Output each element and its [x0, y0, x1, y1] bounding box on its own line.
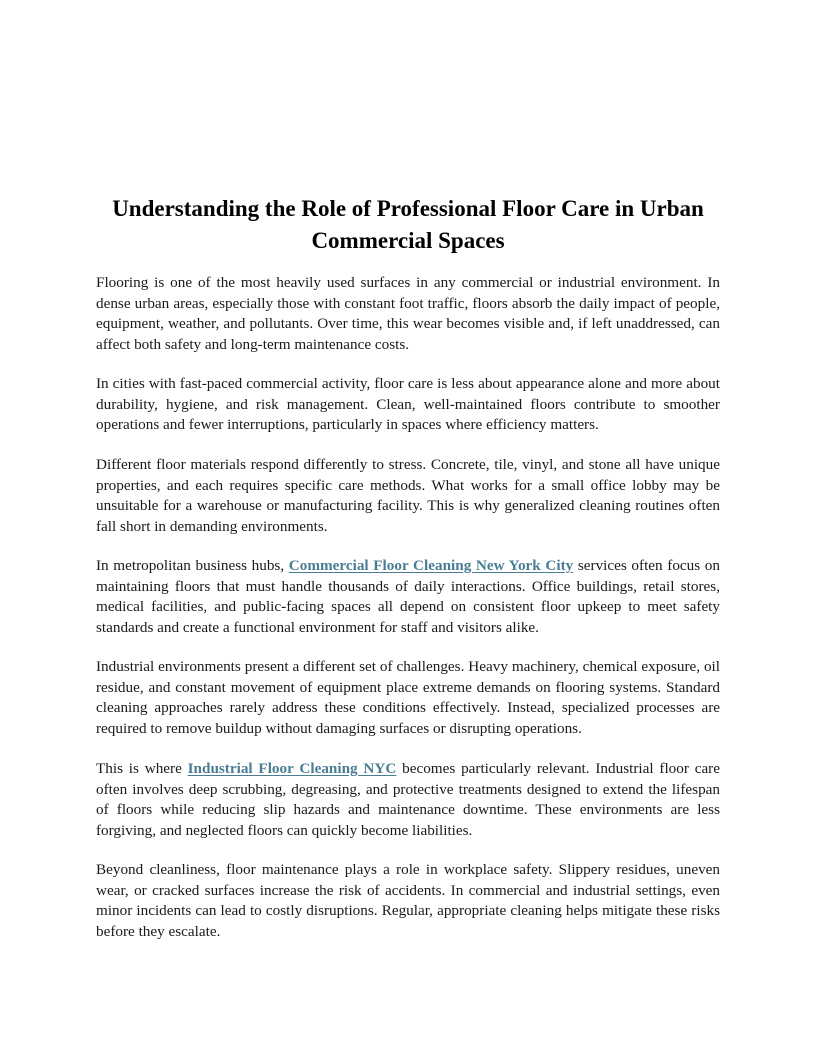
paragraph-6 [96, 759, 720, 841]
paragraph-6-text-after: becomes particularly relevant. Industrial floor care often involves deep scrubbing, degreasing, and protective treatments designed to extend the lifespan of floors while reducing slip hazards and maintenance downtime. These environments are less forgiving, and neglected floors can quickly become liabilities. [96, 760, 720, 839]
commercial-floor-cleaning-link[interactable]: Commercial Floor Cleaning New York City [288, 557, 574, 574]
document-page [96, 193, 720, 940]
paragraph-4-text-before: In metropolitan business hubs, [96, 557, 289, 574]
paragraph-4 [96, 556, 720, 638]
paragraph-5: Industrial environments present a different set of challenges. Heavy machinery, chemical exposure, oil residue, and constant movement of equipment place extreme demands on flooring systems. Standard cleaning approaches rarely address these conditions effectively. Instead, specialized processes are required to remove buildup without damaging surfaces or disrupting operations. [96, 658, 720, 737]
paragraph-4-text-after: services often focus on maintaining floors that must handle thousands of daily interactions. Office buildings, retail stores, medical facilities, and public-facing spaces all depend on consistent floor upkeep to meet safety standards and create a functional environment for staff and visitors alike. [96, 557, 720, 636]
paragraph-7: Beyond cleanliness, floor maintenance plays a role in workplace safety. Slippery residues, uneven wear, or cracked surfaces increase the risk of accidents. In commercial and industrial settings, even minor incidents can lead to costly disruptions. Regular, appropriate cleaning helps mitigate these risks before they escalate. [96, 861, 720, 940]
industrial-floor-cleaning-link[interactable]: Industrial Floor Cleaning NYC [187, 760, 397, 777]
paragraph-2: In cities with fast-paced commercial activity, floor care is less about appearance alone and more about durability, hygiene, and risk management. Clean, well-maintained floors contribute to smoother operations and fewer interruptions, particularly in spaces where efficiency matters. [96, 375, 720, 434]
document-title: Understanding the Role of Professional Floor Care in Urban Commercial Spaces [112, 196, 704, 253]
paragraph-1: Flooring is one of the most heavily used surfaces in any commercial or industrial environment. In dense urban areas, especially those with constant foot traffic, floors absorb the daily impact of people, equipment, weather, and pollutants. Over time, this wear becomes visible and, if left unaddressed, can affect both safety and long-term maintenance costs. [96, 274, 720, 353]
paragraph-6-text-before: This is where [96, 760, 188, 777]
paragraph-3: Different floor materials respond differently to stress. Concrete, tile, vinyl, and stone all have unique properties, and each requires specific care methods. What works for a small office lobby may be unsuitable for a warehouse or manufacturing facility. This is why generalized cleaning routines often fall short in demanding environments. [96, 456, 720, 535]
